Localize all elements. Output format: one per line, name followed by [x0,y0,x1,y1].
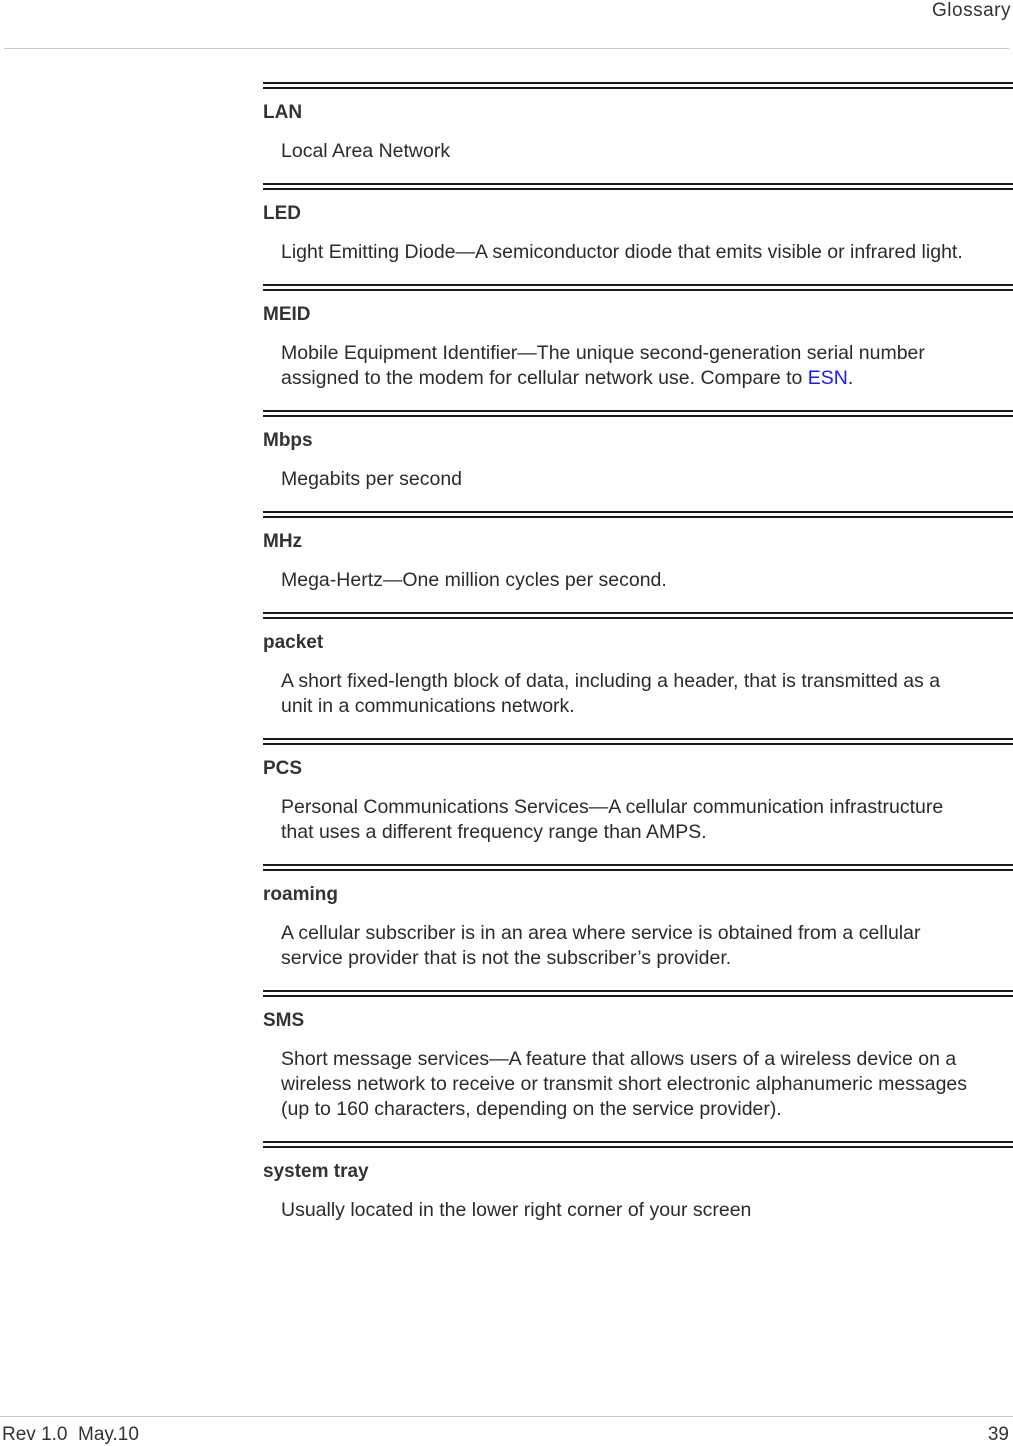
glossary-entry-mhz [263,511,1013,612]
glossary-entry-packet [263,612,1013,738]
footer-divider [0,1416,1013,1417]
glossary-term: system tray [263,1161,369,1182]
glossary-term: packet [263,632,324,653]
entry-divider [263,738,1013,745]
glossary-entry-sms [263,990,1013,1141]
glossary-definition: Mega-Hertz—One million cycles per second. [281,569,667,591]
esn-cross-reference-link[interactable]: ESN [807,367,848,389]
glossary-entry-roaming [263,864,1013,990]
glossary-definition: Local Area Network [281,140,451,162]
running-header-title: Glossary [932,0,1011,21]
glossary-entry-led [263,183,1013,284]
entry-divider [263,864,1013,871]
glossary-term: SMS [263,1010,305,1031]
entry-divider [263,410,1013,417]
entry-divider [263,1141,1013,1148]
entry-divider [263,82,1013,89]
footer-revision: Rev 1.0 May.10 [2,1424,139,1445]
entry-divider [263,612,1013,619]
glossary-definition [281,341,973,410]
glossary-definition: Megabits per second [281,468,463,490]
glossary-term: MEID [263,304,311,325]
glossary-definition: Usually located in the lower right corner of your screen [281,1199,752,1221]
glossary-entry-system-tray [263,1141,1013,1242]
glossary-entry-pcs [263,738,1013,864]
glossary-definition: A cellular subscriber is in an area where service is obtained from a cellular service provider that is not the subscriber’s provider. [281,922,921,969]
page-number: 39 [987,1424,1009,1445]
glossary-definition: Personal Communications Services—A cellular communication infrastructure that uses a different frequency range than AMPS. [281,796,944,843]
entry-divider [263,183,1013,190]
entry-divider [263,284,1013,291]
glossary-definition: Light Emitting Diode—A semiconductor diode that emits visible or infrared light. [281,241,963,263]
glossary-term: MHz [263,531,303,552]
glossary-entry-lan [263,82,1013,183]
glossary-definition: Short message services—A feature that allows users of a wireless device on a wireless network to receive or transmit short electronic alphanumeric messages (up to 160 characters, depending on the service provider). [281,1048,968,1120]
glossary-entry-meid [263,284,1013,410]
glossary-term: LAN [263,102,303,123]
entry-divider [263,990,1013,997]
glossary-list [263,82,1013,1242]
header-divider [4,48,1009,49]
glossary-term: roaming [263,884,338,905]
glossary-definition: A short fixed-length block of data, including a header, that is transmitted as a unit in a communications network. [281,670,941,717]
definition-text: Mobile Equipment Identifier—The unique second-generation serial number assigned to the modem for cellular network use. Compare to [281,342,925,389]
glossary-entry-mbps [263,410,1013,511]
entry-divider [263,511,1013,518]
definition-text-tail: . [847,367,854,389]
glossary-term: PCS [263,758,303,779]
glossary-term: LED [263,203,301,224]
glossary-term: Mbps [263,430,313,451]
